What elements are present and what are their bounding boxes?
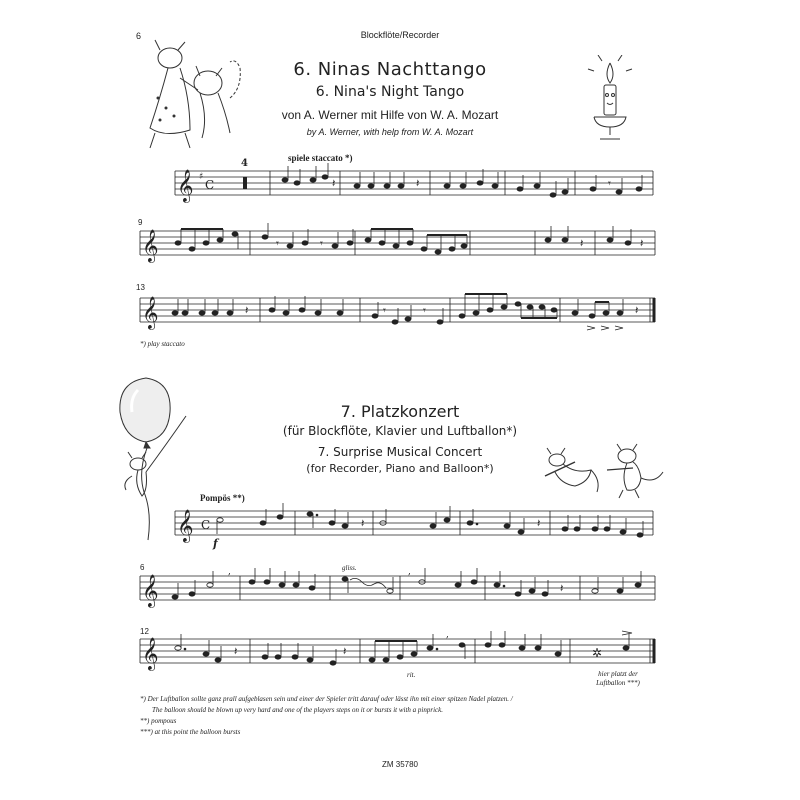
measure-number-9: 9 [138,218,143,227]
svg-text:𝄾: 𝄾 [276,237,279,250]
ritardando-marking: rit. [407,671,416,679]
piece2-subtitle-english: (for Recorder, Piano and Balloon*) [306,462,494,475]
piece2-subtitle-german: (für Blockflöte, Klavier und Luftballon*) [282,424,518,438]
svg-text:,: , [228,567,231,577]
piece1-credit-english: by A. Werner, with help from W. A. Mozart [306,127,474,137]
multirest-bar [243,177,247,189]
piece1-footnote: *) play staccato [140,340,185,348]
svg-text:𝄽: 𝄽 [361,517,365,530]
svg-text:𝄾: 𝄾 [608,177,611,190]
svg-text:,: , [408,567,411,577]
svg-text:𝄽: 𝄽 [416,177,420,190]
svg-text:𝄞: 𝄞 [177,509,194,542]
footnote-balloon-de: *) Der Luftballon sollte ganz prall aufgeblasen sein und einer der Spieler tritt darauf oder lässt ihn mit einer spitzen Nadel platzen. / [140,695,513,703]
piece1-tempo-marking: spiele staccato *) [288,153,353,163]
catalog-number: ZM 35780 [381,760,419,769]
svg-text:𝄽: 𝄽 [640,237,644,250]
dynamic-forte: f [213,537,218,550]
svg-text:♯: ♯ [199,172,204,182]
time-signature: C [205,178,215,192]
pedal-release-icon: ✲ [592,646,603,660]
multirest-count: 4 [241,158,248,169]
piece1-title-english: 6. Nina's Night Tango [315,84,465,100]
piece2-staff-1 [175,505,655,550]
running-head: Blockflöte/Recorder [360,30,440,40]
footnote-pompous: **) pompous [140,717,177,725]
svg-text:𝄽: 𝄽 [234,645,238,658]
svg-text:𝄽: 𝄽 [245,304,249,317]
page-number: 6 [136,31,142,41]
glissando-marking: gliss. [342,564,357,572]
svg-text:𝄾: 𝄾 [383,304,386,317]
svg-text:𝄾: 𝄾 [320,237,323,250]
piece2-tempo-marking: Pompös **) [200,493,245,503]
accent-icon [622,631,632,635]
svg-text:𝄽: 𝄽 [343,645,347,658]
balloon-burst-note-line1: hier platzt der [598,670,638,678]
piece1-title-german: 6. Ninas Nachttango [293,59,487,80]
piece1-staff-2 [140,225,660,265]
candle-illustration [580,55,640,145]
svg-text:𝄽: 𝄽 [537,517,541,530]
treble-clef-icon: 𝄞 [177,169,194,202]
svg-text:𝄽: 𝄽 [580,237,584,250]
svg-text:𝄽: 𝄽 [635,304,639,317]
measure-number-12: 12 [140,627,149,636]
svg-text:𝄞: 𝄞 [142,229,159,262]
piece1-staff-3 [140,292,660,332]
two-mice-illustration [535,440,670,500]
piece2-title-english: 7. Surprise Musical Concert [317,445,483,459]
svg-text:𝄽: 𝄽 [332,177,336,190]
svg-text:𝄽: 𝄽 [560,582,564,595]
svg-text:,: , [446,630,449,640]
measure-number-6: 6 [140,563,145,572]
svg-text:𝄾: 𝄾 [423,304,426,317]
footnote-balloon-bursts: ***) at this point the balloon bursts [140,728,241,736]
svg-text:𝄞: 𝄞 [142,296,159,329]
piece1-credit-german: von A. Werner mit Hilfe von W. A. Mozart [281,108,499,122]
piece2-title: 7. Platzkonzert [340,402,460,421]
svg-text:C: C [201,518,211,532]
accent-icon [587,326,623,330]
footnote-balloon-en: The balloon should be blown up very hard and one of the players steps on it or bursts it with a pinprick. [152,706,444,714]
svg-text:𝄞: 𝄞 [142,637,159,670]
measure-number-13: 13 [136,283,145,292]
balloon-burst-note-line2: Luftballon ***) [596,679,640,687]
svg-text:𝄞: 𝄞 [142,574,159,607]
